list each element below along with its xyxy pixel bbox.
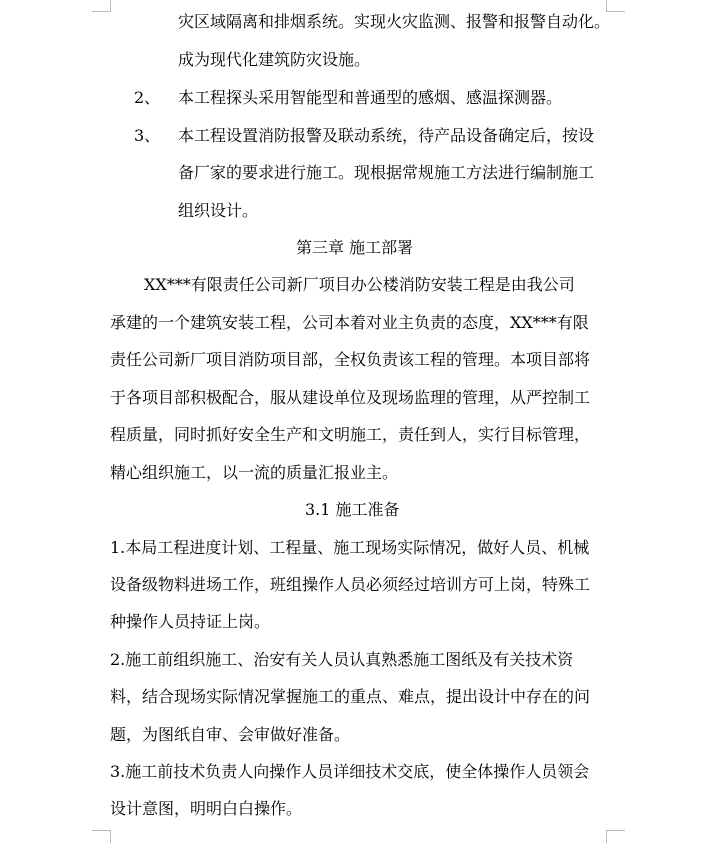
crop-mark-top-left — [92, 0, 111, 12]
section-item-line: 1.本局工程进度计划、工程量、施工现场实际情况，做好人员、机械 — [110, 538, 590, 557]
section-item-line: 料，结合现场实际情况掌握施工的重点、难点，提出设计中存在的问 — [110, 687, 591, 706]
list-continuation-line: 成为现代化建筑防灾设施。 — [178, 50, 371, 69]
list-item-number: 3、 — [134, 126, 161, 145]
list-item-line: 本工程探头采用智能型和普通型的感烟、感温探测器。 — [178, 88, 563, 107]
list-item-number: 2、 — [134, 88, 161, 107]
chapter-heading: 第三章 施工部署 — [296, 238, 414, 257]
section-heading: 3.1 施工准备 — [305, 500, 400, 519]
section-item-line: 设备级物料进场工作，班组操作人员必须经过培训方可上岗，特殊工 — [110, 575, 591, 594]
paragraph-line: 承建的一个建筑安装工程，公司本着对业主负责的态度，XX***有限 — [110, 313, 589, 332]
paragraph-line: 精心组织施工，以一流的质量汇报业主。 — [110, 463, 399, 482]
list-item-line: 备厂家的要求进行施工。现根据常规施工方法进行编制施工 — [178, 163, 595, 182]
section-item-line: 设计意图，明明白白操作。 — [110, 799, 303, 818]
section-item-line: 2.施工前组织施工、治安有关人员认真熟悉施工图纸及有关技术资 — [110, 650, 574, 669]
paragraph-line: XX***有限责任公司新厂项目办公楼消防安装工程是由我公司 — [144, 275, 575, 294]
list-item-line: 组织设计。 — [178, 201, 259, 220]
crop-mark-bottom-right — [606, 830, 625, 843]
section-item-line: 种操作人员持证上岗。 — [110, 612, 271, 631]
section-item-line: 3.施工前技术负责人向操作人员详细技术交底，使全体操作人员领会 — [110, 762, 590, 781]
list-continuation-line: 灾区域隔离和排烟系统。实现火灾监测、报警和报警自动化。 — [178, 12, 611, 31]
paragraph-line: 责任公司新厂项目消防项目部，全权负责该工程的管理。本项目部将 — [110, 350, 591, 369]
paragraph-line: 于各项目部积极配合，服从建设单位及现场监理的管理，从严控制工 — [110, 388, 591, 407]
crop-mark-bottom-left — [92, 830, 111, 843]
list-item-line: 本工程设置消防报警及联动系统，待产品设备确定后，按设 — [178, 126, 595, 145]
paragraph-line: 程质量，同时抓好安全生产和文明施工，责任到人，实行目标管理， — [110, 425, 591, 444]
section-item-line: 题，为图纸自审、会审做好准备。 — [110, 725, 351, 744]
